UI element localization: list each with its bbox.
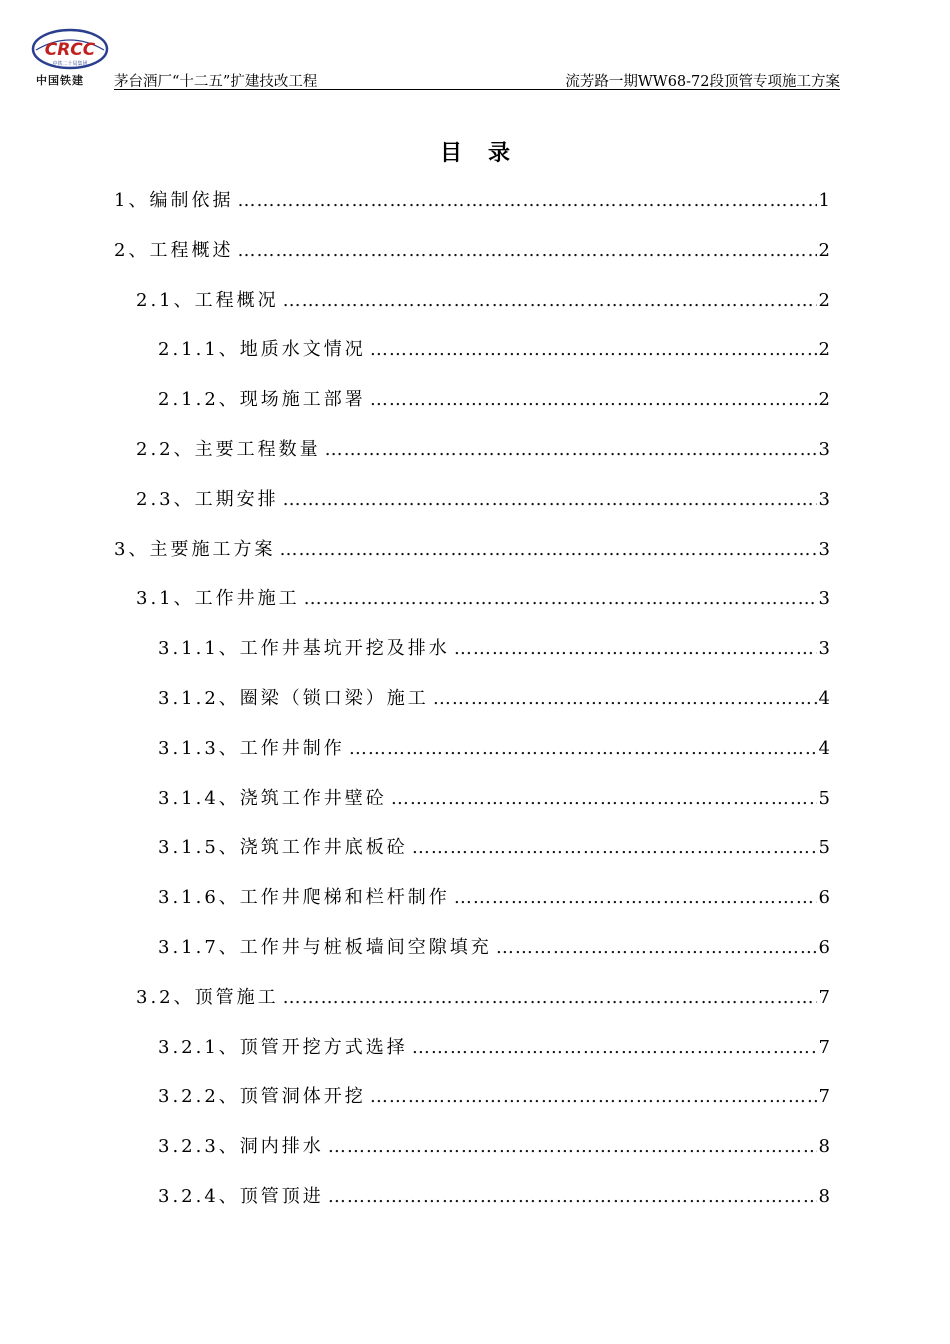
- toc-dot-leader: [349, 738, 817, 759]
- toc-entry-page: 3: [818, 638, 830, 660]
- header-rule: [114, 89, 840, 90]
- toc-entry-page: 8: [818, 1136, 830, 1158]
- toc-entry-page: 6: [818, 887, 830, 909]
- toc-entry-label: 2.1.1、地质水文情况: [158, 339, 366, 361]
- toc-entry: [158, 1132, 830, 1160]
- logo-caption: 中国铁建: [36, 74, 84, 87]
- toc-entry: [136, 584, 830, 612]
- toc-entry-page: 5: [818, 837, 830, 859]
- toc-entry: [136, 435, 830, 463]
- toc-dot-leader: [328, 1186, 817, 1207]
- toc-dot-leader: [370, 1086, 817, 1107]
- toc-entry-label: 3.1.4、浇筑工作井壁砼: [158, 787, 387, 809]
- toc-dot-leader: [237, 190, 816, 211]
- toc-entry-label: 2.1.2、现场施工部署: [158, 389, 366, 411]
- toc-entry-page: 4: [818, 688, 830, 709]
- toc-entry-label: 2.2、主要工程数量: [136, 439, 321, 460]
- page-header: [30, 26, 840, 90]
- toc-entry: [114, 535, 830, 563]
- toc-dot-leader: [370, 339, 817, 360]
- toc-entry-label: 2、工程概述: [114, 239, 234, 261]
- toc-entry: [136, 286, 830, 314]
- toc-dot-leader: [283, 987, 817, 1008]
- toc-entry-label: 3.1.2、圈梁（锁口梁）施工: [158, 688, 429, 709]
- toc-entry-label: 3.2.4、顶管顶进: [158, 1186, 324, 1207]
- logo-small-text: 中铁二十局集团: [52, 61, 88, 67]
- header-document-title: 流芳路一期WW68-72段顶管专项施工方案: [565, 74, 840, 90]
- toc-entry: [158, 1082, 830, 1110]
- toc-entry-label: 3.1.1、工作井基坑开挖及排水: [158, 638, 450, 660]
- toc-entry-label: 3、主要施工方案: [114, 538, 276, 560]
- toc-dot-leader: [412, 1037, 817, 1058]
- toc-entry: [158, 634, 830, 662]
- toc-dot-leader: [496, 937, 817, 958]
- toc-entry: [158, 734, 830, 762]
- toc-dot-leader: [283, 290, 817, 311]
- toc-dot-leader: [304, 588, 817, 609]
- toc-entry-page: 3: [818, 588, 830, 610]
- toc-entry: [158, 833, 830, 861]
- toc-entry-page: 8: [818, 1186, 830, 1207]
- toc-dot-leader: [391, 788, 817, 809]
- toc-entry: [158, 784, 830, 812]
- toc-entry-page: 3: [818, 488, 830, 510]
- toc-entry: [114, 236, 830, 264]
- toc-entry: [158, 335, 830, 363]
- toc-entry: [158, 1182, 830, 1210]
- toc-entry: [158, 883, 830, 911]
- toc-entry-label: 3.1.6、工作井爬梯和栏杆制作: [158, 887, 450, 909]
- toc-entry-page: 7: [818, 1036, 830, 1058]
- toc-entry-label: 3.1.7、工作井与桩板墙间空隙填充: [158, 937, 492, 958]
- toc-dot-leader: [412, 837, 817, 858]
- toc-entry: [158, 385, 830, 413]
- toc-entry: [114, 186, 830, 214]
- toc-entry-label: 2.1、工程概况: [136, 289, 279, 311]
- crcc-logo: [30, 26, 110, 88]
- toc-entry-page: 1: [818, 190, 830, 211]
- toc-entry-page: 7: [818, 986, 830, 1008]
- toc-entry-page: 3: [818, 439, 830, 460]
- toc-entry-label: 2.3、工期安排: [136, 488, 279, 510]
- toc-entry-label: 3.2.1、顶管开挖方式选择: [158, 1036, 408, 1058]
- toc-entry-label: 3.1.5、浇筑工作井底板砼: [158, 837, 408, 859]
- toc-dot-leader: [237, 240, 816, 261]
- logo-text: CRCC: [44, 40, 96, 60]
- toc-entry-label: 3.2.2、顶管洞体开挖: [158, 1086, 366, 1108]
- toc-entry-page: 3: [818, 538, 830, 560]
- toc-dot-leader: [454, 638, 817, 659]
- toc-entry-label: 3.2.3、洞内排水: [158, 1136, 324, 1158]
- toc-dot-leader: [279, 539, 816, 560]
- toc-dot-leader: [454, 887, 817, 908]
- toc-entry: [158, 1033, 830, 1061]
- toc-entry-label: 3.1.3、工作井制作: [158, 737, 345, 759]
- toc-entry-page: 4: [818, 737, 830, 759]
- toc-entry: [158, 684, 830, 712]
- crcc-logo-emblem: [30, 26, 110, 72]
- toc-entry-label: 3.2、顶管施工: [136, 986, 279, 1008]
- toc-title: 目录: [439, 141, 536, 166]
- toc-entry: [158, 933, 830, 961]
- toc-entry-page: 2: [818, 339, 830, 361]
- toc-entry-page: 7: [818, 1086, 830, 1108]
- toc-dot-leader: [433, 688, 817, 709]
- toc-dot-leader: [370, 389, 817, 410]
- header-project-name: 茅台酒厂“十二五”扩建技改工程: [114, 74, 318, 90]
- toc-entry-page: 2: [818, 289, 830, 311]
- toc-entry-page: 2: [818, 389, 830, 411]
- toc-entry-page: 2: [818, 239, 830, 261]
- toc-dot-leader: [283, 489, 817, 510]
- toc-entry-page: 5: [818, 787, 830, 809]
- toc-entry-label: 1、编制依据: [114, 190, 234, 211]
- toc-dot-leader: [328, 1136, 817, 1157]
- toc-entry: [136, 983, 830, 1011]
- toc-entry-page: 6: [818, 937, 830, 958]
- toc-entry-label: 3.1、工作井施工: [136, 588, 300, 610]
- toc-entry: [136, 485, 830, 513]
- toc-dot-leader: [325, 439, 817, 460]
